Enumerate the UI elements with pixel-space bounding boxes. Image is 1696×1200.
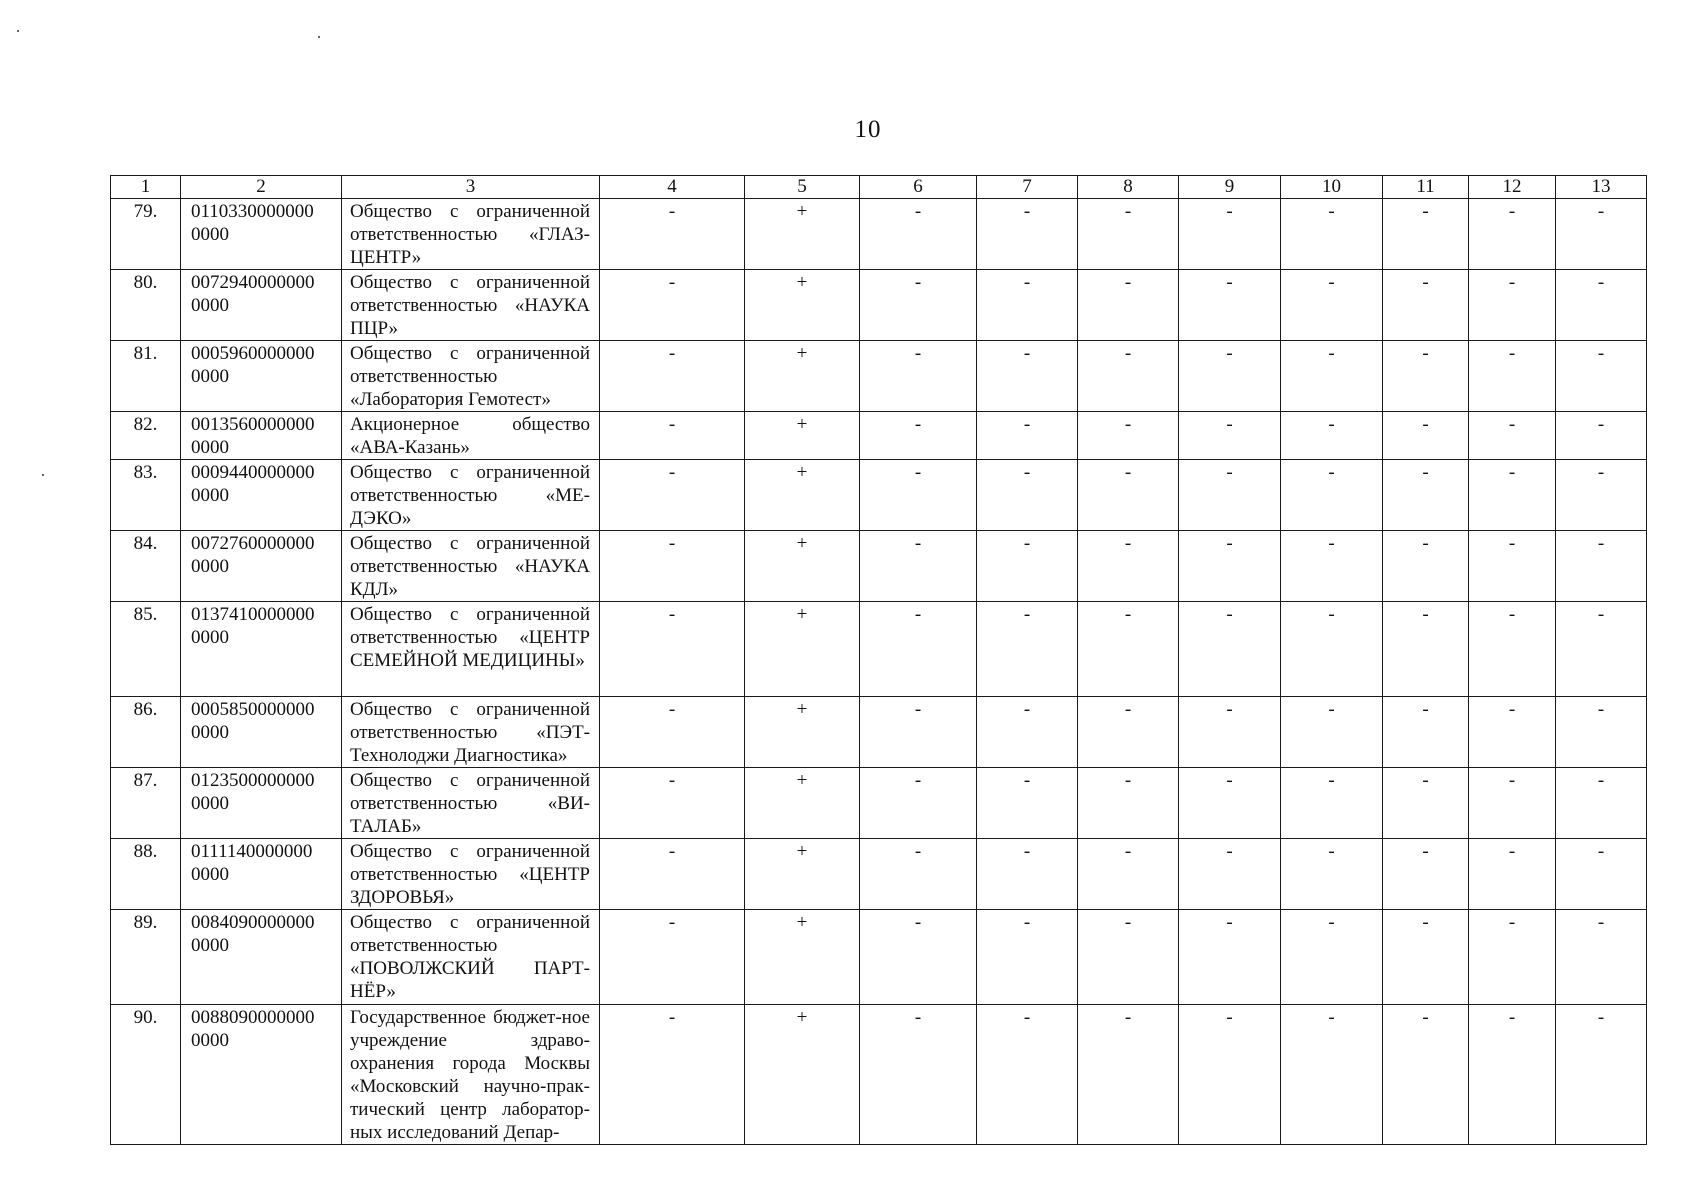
mark-cell: - (1179, 768, 1281, 839)
column-number-row (111, 176, 1647, 199)
mark-cell: - (600, 531, 745, 602)
table-row (111, 412, 1647, 460)
mark-cell: - (1383, 199, 1469, 270)
mark-cell: - (860, 412, 977, 460)
row-number: 81. (111, 341, 181, 412)
table-row (111, 697, 1647, 768)
table-row (111, 460, 1647, 531)
table-row (111, 768, 1647, 839)
mark-cell: - (1469, 531, 1556, 602)
mark-cell: - (1179, 341, 1281, 412)
mark-cell: - (1556, 460, 1647, 531)
mark-cell: - (977, 460, 1078, 531)
mark-cell: + (745, 531, 860, 602)
mark-cell: - (1383, 697, 1469, 768)
mark-cell: + (745, 697, 860, 768)
mark-cell: - (600, 768, 745, 839)
mark-cell: - (860, 341, 977, 412)
mark-cell: - (977, 910, 1078, 1005)
registry-code: 0072760000000 0000 (181, 531, 342, 602)
mark-cell: + (745, 839, 860, 910)
mark-cell: - (1383, 602, 1469, 697)
mark-cell: - (1469, 602, 1556, 697)
table-row (111, 1005, 1647, 1145)
mark-cell: - (1179, 531, 1281, 602)
organization-name: Общество с ограниченной ответственностью «НАУКА КДЛ» (342, 531, 600, 602)
mark-cell: - (1281, 199, 1383, 270)
mark-cell: - (1078, 697, 1179, 768)
table-row (111, 341, 1647, 412)
mark-cell: - (1179, 412, 1281, 460)
column-header: 9 (1179, 176, 1281, 199)
mark-cell: - (1556, 412, 1647, 460)
mark-cell: - (977, 341, 1078, 412)
mark-cell: - (1179, 199, 1281, 270)
mark-cell: - (1556, 341, 1647, 412)
scan-speck (42, 474, 44, 476)
column-header: 5 (745, 176, 860, 199)
mark-cell: - (1078, 1005, 1179, 1145)
mark-cell: - (1469, 697, 1556, 768)
scan-speck (318, 36, 320, 38)
mark-cell: - (1556, 602, 1647, 697)
mark-cell: - (977, 531, 1078, 602)
mark-cell: - (600, 270, 745, 341)
organization-name: Общество с ограниченной ответственностью «МЕ-ДЭКО» (342, 460, 600, 531)
mark-cell: - (1383, 1005, 1469, 1145)
mark-cell: - (1469, 412, 1556, 460)
mark-cell: - (1383, 839, 1469, 910)
mark-cell: - (1078, 768, 1179, 839)
organization-name: Общество с ограниченной ответственностью «ПОВОЛЖСКИЙ ПАРТ-НЁР» (342, 910, 600, 1005)
mark-cell: - (1383, 270, 1469, 341)
mark-cell: - (600, 697, 745, 768)
mark-cell: - (1469, 839, 1556, 910)
registry-code: 0084090000000 0000 (181, 910, 342, 1005)
mark-cell: - (977, 270, 1078, 341)
mark-cell: + (745, 270, 860, 341)
row-number: 89. (111, 910, 181, 1005)
mark-cell: - (1383, 460, 1469, 531)
registry-table (110, 175, 1647, 1145)
mark-cell: - (1078, 839, 1179, 910)
column-header: 12 (1469, 176, 1556, 199)
mark-cell: - (1469, 1005, 1556, 1145)
mark-cell: - (1078, 199, 1179, 270)
mark-cell: - (977, 199, 1078, 270)
mark-cell: - (600, 412, 745, 460)
mark-cell: - (977, 1005, 1078, 1145)
registry-code: 0005960000000 0000 (181, 341, 342, 412)
mark-cell: - (977, 602, 1078, 697)
mark-cell: - (1469, 460, 1556, 531)
organization-name: Общество с ограниченной ответственностью «ЦЕНТР СЕМЕЙНОЙ МЕДИЦИНЫ» (342, 602, 600, 697)
table-row (111, 199, 1647, 270)
mark-cell: - (860, 602, 977, 697)
mark-cell: - (860, 910, 977, 1005)
mark-cell: - (860, 531, 977, 602)
table-row (111, 270, 1647, 341)
row-number: 88. (111, 839, 181, 910)
organization-name: Общество с ограниченной ответственностью «ЦЕНТР ЗДОРОВЬЯ» (342, 839, 600, 910)
column-header: 13 (1556, 176, 1647, 199)
mark-cell: - (600, 199, 745, 270)
organization-name: Государственное бюджет-ное учреждение здраво-охранения города Москвы «Московский научно-прак-тический центр лаборатор-ных исследований Депар- (342, 1005, 600, 1145)
mark-cell: - (860, 839, 977, 910)
mark-cell: - (1078, 412, 1179, 460)
mark-cell: - (860, 697, 977, 768)
registry-code: 0111140000000 0000 (181, 839, 342, 910)
mark-cell: - (600, 910, 745, 1005)
mark-cell: - (1078, 460, 1179, 531)
mark-cell: - (600, 1005, 745, 1145)
mark-cell: - (860, 768, 977, 839)
mark-cell: - (1179, 910, 1281, 1005)
mark-cell: + (745, 1005, 860, 1145)
column-header: 11 (1383, 176, 1469, 199)
registry-code: 0005850000000 0000 (181, 697, 342, 768)
column-header: 4 (600, 176, 745, 199)
mark-cell: - (600, 602, 745, 697)
mark-cell: - (977, 412, 1078, 460)
table-row (111, 531, 1647, 602)
registry-code: 0110330000000 0000 (181, 199, 342, 270)
row-number: 82. (111, 412, 181, 460)
table-row (111, 839, 1647, 910)
mark-cell: - (1179, 270, 1281, 341)
row-number: 79. (111, 199, 181, 270)
mark-cell: - (860, 460, 977, 531)
mark-cell: - (1281, 412, 1383, 460)
registry-code: 0013560000000 0000 (181, 412, 342, 460)
mark-cell: - (1281, 460, 1383, 531)
mark-cell: - (1383, 910, 1469, 1005)
mark-cell: - (1179, 1005, 1281, 1145)
mark-cell: + (745, 412, 860, 460)
mark-cell: - (1179, 460, 1281, 531)
mark-cell: - (1469, 768, 1556, 839)
mark-cell: - (860, 199, 977, 270)
mark-cell: - (1281, 910, 1383, 1005)
mark-cell: - (1556, 199, 1647, 270)
mark-cell: - (1556, 531, 1647, 602)
mark-cell: + (745, 341, 860, 412)
table-row (111, 602, 1647, 697)
mark-cell: - (1556, 697, 1647, 768)
mark-cell: - (1556, 768, 1647, 839)
mark-cell: - (1556, 910, 1647, 1005)
organization-name: Общество с ограниченной ответственностью «НАУКА ПЦР» (342, 270, 600, 341)
mark-cell: - (1078, 341, 1179, 412)
mark-cell: - (1078, 602, 1179, 697)
row-number: 84. (111, 531, 181, 602)
mark-cell: - (600, 460, 745, 531)
mark-cell: - (1383, 341, 1469, 412)
mark-cell: + (745, 199, 860, 270)
mark-cell: - (977, 839, 1078, 910)
mark-cell: - (1281, 839, 1383, 910)
mark-cell: - (1281, 1005, 1383, 1145)
organization-name: Общество с ограниченной ответственностью «ГЛАЗ-ЦЕНТР» (342, 199, 600, 270)
mark-cell: + (745, 460, 860, 531)
mark-cell: - (1179, 697, 1281, 768)
column-header: 6 (860, 176, 977, 199)
table-row (111, 910, 1647, 1005)
mark-cell: - (1469, 910, 1556, 1005)
mark-cell: + (745, 768, 860, 839)
row-number: 83. (111, 460, 181, 531)
mark-cell: - (1078, 531, 1179, 602)
organization-name: Общество с ограниченной ответственностью «Лаборатория Гемотест» (342, 341, 600, 412)
registry-code: 0088090000000 0000 (181, 1005, 342, 1145)
mark-cell: - (977, 697, 1078, 768)
mark-cell: - (1281, 531, 1383, 602)
mark-cell: - (1281, 697, 1383, 768)
row-number: 85. (111, 602, 181, 697)
mark-cell: - (1078, 910, 1179, 1005)
mark-cell: - (600, 341, 745, 412)
organization-name: Акционерное общество «АВА-Казань» (342, 412, 600, 460)
row-number: 86. (111, 697, 181, 768)
mark-cell: - (1556, 1005, 1647, 1145)
mark-cell: - (1556, 839, 1647, 910)
registry-code: 0072940000000 0000 (181, 270, 342, 341)
mark-cell: - (977, 768, 1078, 839)
mark-cell: - (1281, 341, 1383, 412)
mark-cell: - (1078, 270, 1179, 341)
column-header: 2 (181, 176, 342, 199)
mark-cell: - (1383, 768, 1469, 839)
registry-code: 0009440000000 0000 (181, 460, 342, 531)
mark-cell: - (1281, 602, 1383, 697)
mark-cell: - (860, 270, 977, 341)
page-number: 10 (854, 116, 882, 143)
mark-cell: - (1281, 768, 1383, 839)
mark-cell: - (1469, 199, 1556, 270)
row-number: 87. (111, 768, 181, 839)
mark-cell: - (1179, 602, 1281, 697)
column-header: 10 (1281, 176, 1383, 199)
mark-cell: - (1469, 270, 1556, 341)
row-number: 80. (111, 270, 181, 341)
column-header: 1 (111, 176, 181, 199)
mark-cell: - (600, 839, 745, 910)
column-header: 8 (1078, 176, 1179, 199)
mark-cell: + (745, 602, 860, 697)
registry-code: 0123500000000 0000 (181, 768, 342, 839)
column-header: 3 (342, 176, 600, 199)
column-header: 7 (977, 176, 1078, 199)
organization-name: Общество с ограниченной ответственностью «ВИ-ТАЛАБ» (342, 768, 600, 839)
mark-cell: - (1469, 341, 1556, 412)
organization-name: Общество с ограниченной ответственностью «ПЭТ-Технолоджи Диагностика» (342, 697, 600, 768)
mark-cell: - (860, 1005, 977, 1145)
mark-cell: + (745, 910, 860, 1005)
mark-cell: - (1383, 531, 1469, 602)
mark-cell: - (1383, 412, 1469, 460)
mark-cell: - (1556, 270, 1647, 341)
scan-speck (17, 30, 19, 32)
row-number: 90. (111, 1005, 181, 1145)
mark-cell: - (1281, 270, 1383, 341)
registry-code: 0137410000000 0000 (181, 602, 342, 697)
mark-cell: - (1179, 839, 1281, 910)
